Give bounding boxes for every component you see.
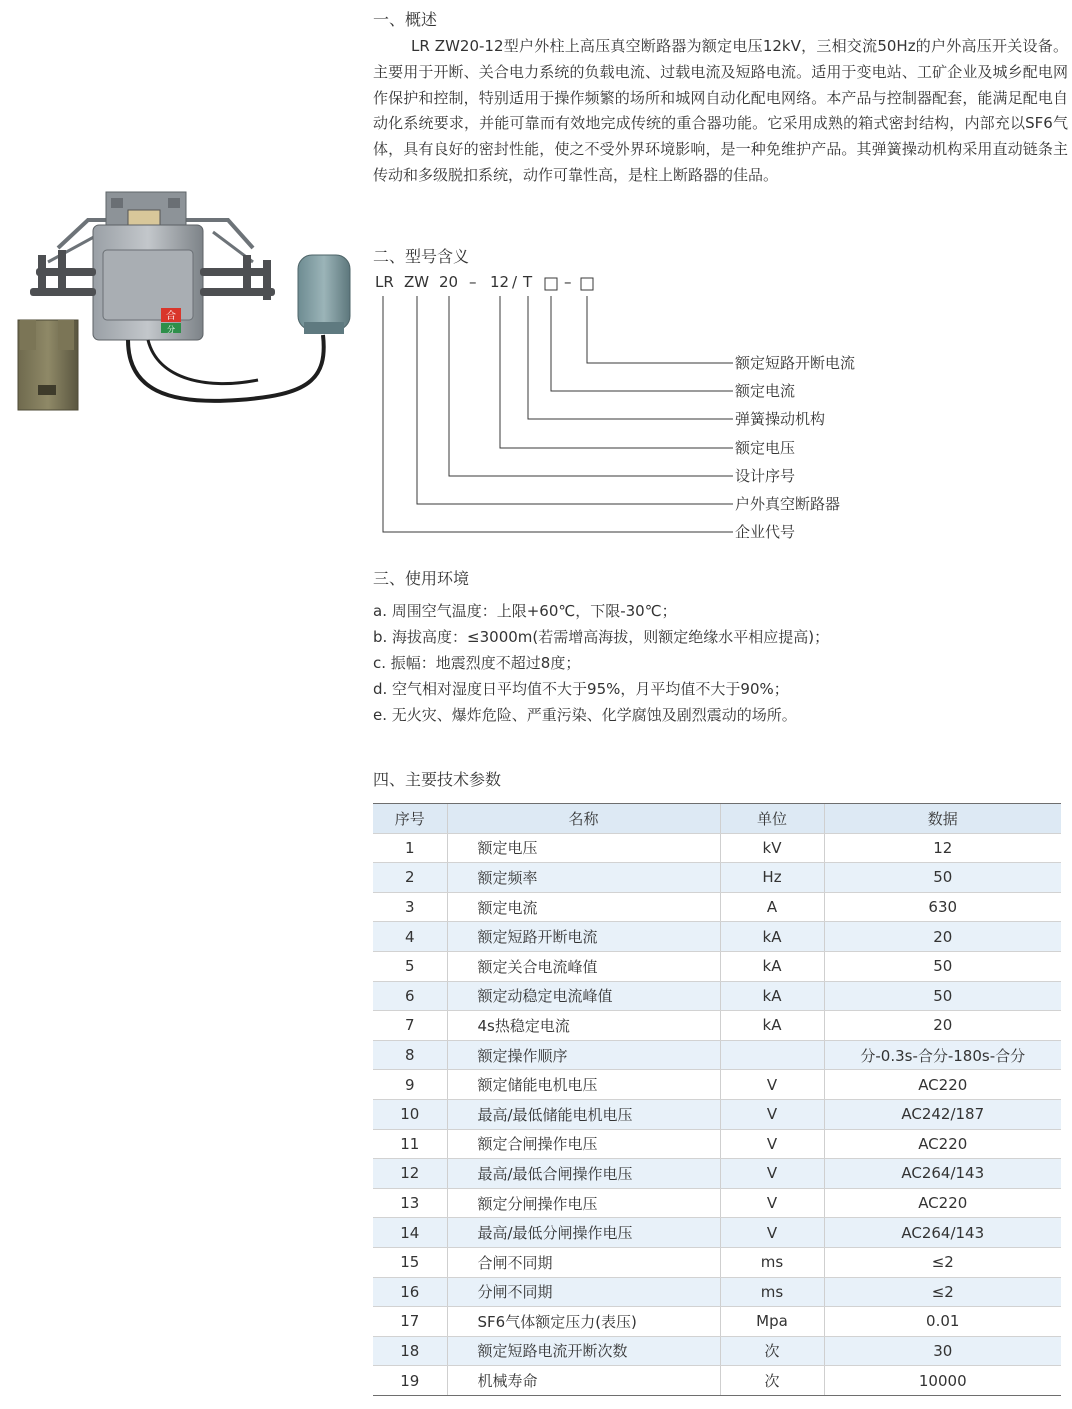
model-part-t: T (523, 273, 533, 291)
overview-paragraph (373, 34, 1068, 189)
row-name: 额定关合电流峰值 (447, 951, 720, 981)
row-unit: V (720, 1188, 824, 1218)
row-name: 4s热稳定电流 (447, 1011, 720, 1041)
row-unit: kA (720, 951, 824, 981)
row-index: 15 (373, 1247, 447, 1277)
model-part-zw: ZW (404, 273, 430, 291)
row-name: SF6气体额定压力(表压) (447, 1307, 720, 1337)
row-name: 机械寿命 (447, 1366, 720, 1396)
model-label-rated-current: 额定电流 (735, 382, 796, 400)
row-unit: 次 (720, 1336, 824, 1366)
row-value: AC242/187 (824, 1099, 1061, 1129)
row-index: 2 (373, 863, 447, 893)
row-value: AC220 (824, 1188, 1061, 1218)
row-name: 额定动稳定电流峰值 (447, 981, 720, 1011)
table-row (373, 1011, 1061, 1041)
row-name: 最高/最低分闸操作电压 (447, 1218, 720, 1248)
row-value: 20 (824, 922, 1061, 952)
row-index: 3 (373, 892, 447, 922)
model-part-20: 20 (439, 273, 459, 291)
model-label-spring-mechanism: 弹簧操动机构 (735, 410, 826, 428)
environment-item: d. 空气相对湿度日平均值不大于95%，月平均值不大于90%； (373, 680, 789, 698)
row-index: 4 (373, 922, 447, 952)
row-unit: kV (720, 833, 824, 863)
model-part-dash1: – (469, 273, 477, 291)
model-part-box1 (544, 273, 558, 291)
row-name: 额定储能电机电压 (447, 1070, 720, 1100)
product-photo (8, 180, 368, 430)
model-part-slash: / (512, 273, 518, 291)
table-row (373, 1129, 1061, 1159)
row-unit: ms (720, 1247, 824, 1277)
overview-text: LR ZW20-12型户外柱上高压真空断路器为额定电压12kV，三相交流50Hz的户外高压开关设备。主要用于开断、关合电力系统的负载电流、过载电流及短路电流。适用于变电站、工矿企业及城乡配电网作保护和控制，特别适用于操作频繁的场所和城网自动化配电网络。本产品与控制器配套，能满足配电自动化系统要求，并能可靠而有效地完成传统的重合器功能。它采用成熟的箱式密封结构，内部充以SF6气体，具有良好的密封性能，使之不受外界环境影响，是一种免维护产品。其弹簧操动机构采用直动链条主传动和多级脱扣系统，动作可靠性高，是柱上断路器的佳品。 (373, 37, 1068, 184)
table-row (373, 1070, 1061, 1100)
row-unit: V (720, 1099, 824, 1129)
params-header-row (373, 804, 1061, 834)
row-value: 50 (824, 951, 1061, 981)
environment-item: e. 无火灾、爆炸危险、严重污染、化学腐蚀及剧烈震动的场所。 (373, 706, 797, 724)
table-row (373, 1307, 1061, 1337)
row-value: AC220 (824, 1070, 1061, 1100)
row-index: 14 (373, 1218, 447, 1248)
row-name: 额定频率 (447, 863, 720, 893)
environment-list (373, 598, 829, 728)
header-index: 序号 (373, 804, 447, 834)
table-row (373, 892, 1061, 922)
table-row (373, 1159, 1061, 1189)
row-index: 10 (373, 1099, 447, 1129)
row-unit: Hz (720, 863, 824, 893)
row-value: 50 (824, 863, 1061, 893)
table-row (373, 1218, 1061, 1248)
row-unit: V (720, 1218, 824, 1248)
row-value: 30 (824, 1336, 1061, 1366)
row-value: ≤2 (824, 1247, 1061, 1277)
environment-item: b. 海拔高度：≤3000m(若需增高海拔，则额定绝缘水平相应提高)； (373, 628, 830, 646)
model-label-company-code: 企业代号 (735, 523, 796, 541)
model-label-rated-voltage: 额定电压 (735, 439, 796, 457)
environment-item: c. 振幅：地震烈度不超过8度； (373, 654, 581, 672)
row-name: 额定电压 (447, 833, 720, 863)
row-name: 合闸不同期 (447, 1247, 720, 1277)
table-row (373, 1366, 1061, 1396)
row-index: 16 (373, 1277, 447, 1307)
header-value: 数据 (824, 804, 1061, 834)
row-index: 9 (373, 1070, 447, 1100)
row-name: 分闸不同期 (447, 1277, 720, 1307)
row-name: 额定合闸操作电压 (447, 1129, 720, 1159)
row-unit (720, 1040, 824, 1070)
row-value: AC264/143 (824, 1159, 1061, 1189)
header-unit: 单位 (720, 804, 824, 834)
table-row (373, 1336, 1061, 1366)
model-part-12: 12 (490, 273, 510, 291)
model-part-dash2: – (564, 273, 572, 291)
row-index: 1 (373, 833, 447, 863)
row-index: 11 (373, 1129, 447, 1159)
row-unit: kA (720, 981, 824, 1011)
row-value: 12 (824, 833, 1061, 863)
table-row (373, 1247, 1061, 1277)
row-index: 17 (373, 1307, 447, 1337)
row-value: ≤2 (824, 1277, 1061, 1307)
row-name: 额定分闸操作电压 (447, 1188, 720, 1218)
params-body (373, 833, 1061, 1395)
model-label-design-serial: 设计序号 (735, 467, 796, 485)
header-name: 名称 (447, 804, 720, 834)
environment-item: a. 周围空气温度：上限+60℃，下限-30℃； (373, 602, 677, 620)
row-index: 5 (373, 951, 447, 981)
row-value: 0.01 (824, 1307, 1061, 1337)
model-part-lr: LR (375, 273, 394, 291)
row-name: 额定短路电流开断次数 (447, 1336, 720, 1366)
row-unit: Mpa (720, 1307, 824, 1337)
environment-heading: 三、使用环境 (373, 569, 470, 588)
table-row (373, 1188, 1061, 1218)
table-row (373, 1099, 1061, 1129)
row-value: 630 (824, 892, 1061, 922)
row-unit: kA (720, 1011, 824, 1041)
overview-heading: 一、概述 (373, 10, 438, 29)
table-row (373, 1277, 1061, 1307)
row-name: 额定短路开断电流 (447, 922, 720, 952)
open-status-label: 分 (167, 325, 175, 334)
row-index: 18 (373, 1336, 447, 1366)
row-name: 额定电流 (447, 892, 720, 922)
row-index: 8 (373, 1040, 447, 1070)
row-value: 10000 (824, 1366, 1061, 1396)
row-index: 7 (373, 1011, 447, 1041)
table-row (373, 833, 1061, 863)
table-row (373, 863, 1061, 893)
table-row (373, 922, 1061, 952)
row-index: 13 (373, 1188, 447, 1218)
model-label-rated-short-circuit-breaking-current: 额定短路开断电流 (735, 354, 856, 372)
row-unit: ms (720, 1277, 824, 1307)
table-row (373, 1040, 1061, 1070)
row-unit: V (720, 1159, 824, 1189)
model-code-diagram (373, 270, 893, 550)
row-index: 6 (373, 981, 447, 1011)
row-value: 分-0.3s-合分-180s-合分 (824, 1040, 1061, 1070)
table-row (373, 981, 1061, 1011)
row-unit: V (720, 1070, 824, 1100)
row-unit: A (720, 892, 824, 922)
row-unit: 次 (720, 1366, 824, 1396)
params-table (373, 803, 1061, 1396)
row-name: 最高/最低合闸操作电压 (447, 1159, 720, 1189)
table-row (373, 951, 1061, 981)
model-part-box2 (580, 273, 594, 291)
row-name: 最高/最低储能电机电压 (447, 1099, 720, 1129)
row-value: 50 (824, 981, 1061, 1011)
row-unit: V (720, 1129, 824, 1159)
row-value: AC220 (824, 1129, 1061, 1159)
row-value: AC264/143 (824, 1218, 1061, 1248)
model-heading: 二、型号含义 (373, 247, 470, 266)
row-index: 12 (373, 1159, 447, 1189)
row-unit: kA (720, 922, 824, 952)
row-index: 19 (373, 1366, 447, 1396)
model-label-outdoor-vacuum-breaker: 户外真空断路器 (735, 495, 841, 513)
params-heading: 四、主要技术参数 (373, 770, 502, 789)
row-value: 20 (824, 1011, 1061, 1041)
row-name: 额定操作顺序 (447, 1040, 720, 1070)
close-status-label: 合 (166, 311, 176, 322)
